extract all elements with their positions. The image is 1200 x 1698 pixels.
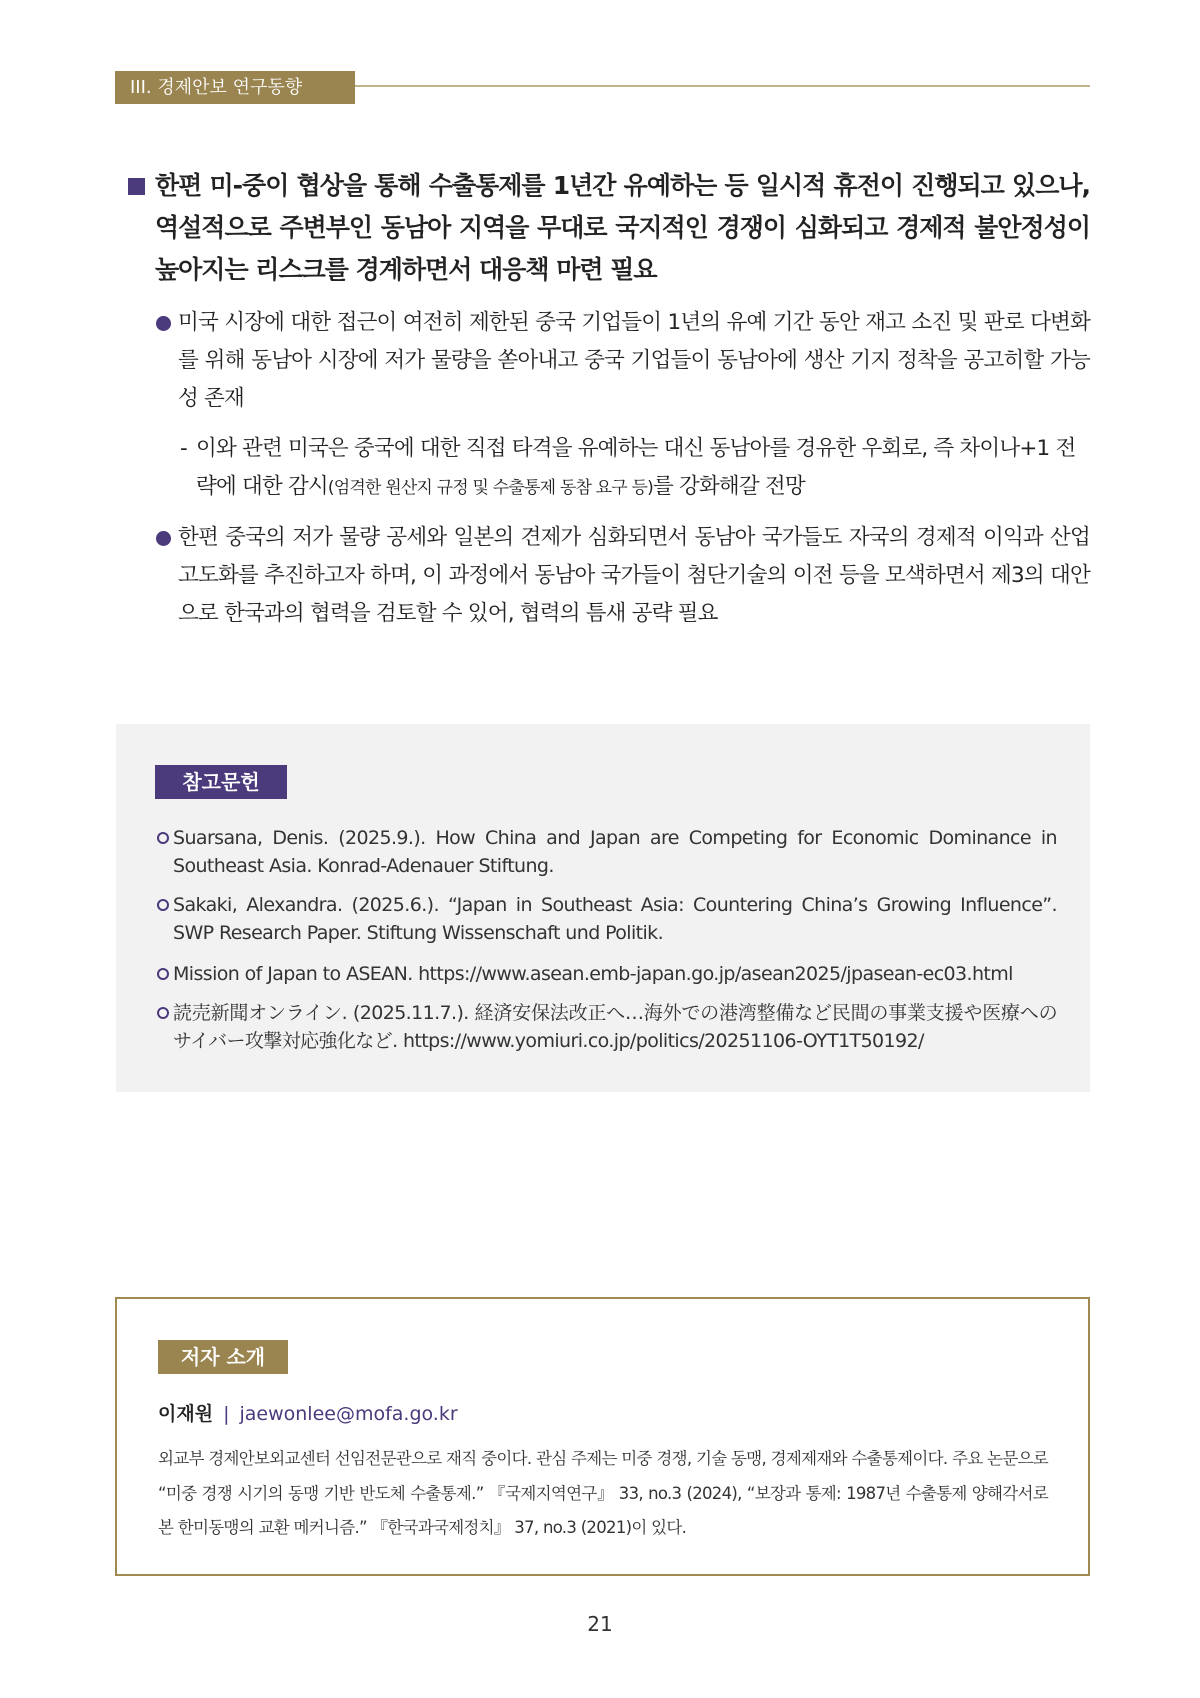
circle-bullet-icon [157,832,169,844]
bullet-dot-icon [156,531,171,546]
lead-text: 한편 미-중이 협상을 통해 수출통제를 1년간 유예하는 등 일시적 휴전이 진행되고 있으나, 역설적으로 주변부인 동남아 지역을 무대로 국지적인 경쟁이 심화되고 경제적 불안정성이 높아지는 리스크를 경계하면서 대응책 마련 필요 [155,171,1090,284]
sub-bullet-text: 이와 관련 미국은 중국에 대한 직접 타격을 유예하는 대신 동남아를 경유한 우회로, 즉 차이나+1 전략에 대한 감시 [196,436,1076,499]
section-tab: III. 경제안보 연구동향 [115,71,355,104]
author-bio: 외교부 경제안보외교센터 선임전문관으로 재직 중이다. 관심 주제는 미중 경쟁, 기술 동맹, 경제제재와 수출통제이다. 주요 논문으로 “미중 경쟁 시기의 동맹 기반 반도체 수출통제.” 『국제지역연구』 33, no.3 (2024), “보장과 통제: 1987년 수출통제 양해각서로 본 한미동맹의 교환 메커니즘.” 『한국과국제정치』 37, no.3 (2021)이 있다. [158,1449,1048,1537]
reference-item [157,960,1057,988]
sub-bullet-note: (엄격한 원산지 규정 및 수출통제 동참 요구 등) [327,478,653,498]
reference-item [157,999,1057,1055]
reference-item [157,824,1057,880]
bullet-text: 미국 시장에 대한 접근이 여전히 제한된 중국 기업들이 1년의 유예 기간 동안 재고 소진 및 판로 다변화를 위해 동남아 시장에 저가 물량을 쏟아내고 중국 기업들이 동남아에 생산 기지 정착을 공고히할 가능성 존재 [178,310,1090,411]
separator: | [223,1403,230,1425]
author-label: 저자 소개 [158,1340,288,1374]
bullet-text: 한편 중국의 저가 물량 공세와 일본의 견제가 심화되면서 동남아 국가들도 자국의 경제적 이익과 산업 고도화를 추진하고자 하며, 이 과정에서 동남아 국가들이 첨단기술의 이전 등을 모색하면서 제3의 대안으로 한국과의 협력을 검토할 수 있어, 협력의 틈새 공략 필요 [178,525,1090,626]
dash-marker: - [180,436,187,461]
page-number: 21 [587,1612,613,1636]
author-name: 이재원 [158,1403,214,1425]
header-divider [355,85,1090,87]
reference-text: Sakaki, Alexandra. (2025.6.). “Japan in Southeast Asia: Countering China’s Growing Influence”. SWP Research Paper. Stiftung Wissenschaft und Politik. [173,894,1057,944]
reference-text: Mission of Japan to ASEAN. https://www.asean.emb-japan.go.jp/asean2025/jpasean-ec03.html [173,963,1013,985]
square-bullet-icon [128,178,145,195]
lead-paragraph [128,165,1090,291]
author-line [158,1400,458,1428]
sub-bullet [180,430,1090,507]
sub-bullet-text-end: 를 강화해갈 전망 [652,474,805,499]
reference-text: 読売新聞オンライン. (2025.11.7.). 経済安保法改正へ…海外での港湾整備など民間の事業支援や医療へのサイバー攻撃対応強化など. https://www.yomiuri.co.jp/politics/20251106-OYT1T50192/ [173,1002,1057,1052]
circle-bullet-icon [157,899,169,911]
reference-item [157,891,1057,947]
author-email-link[interactable]: jaewonlee@mofa.go.kr [239,1403,458,1425]
references-label: 참고문헌 [155,765,287,799]
reference-text: Suarsana, Denis. (2025.9.). How China and Japan are Competing for Economic Dominance in Southeast Asia. Konrad-Adenauer Stiftung. [173,827,1057,877]
bullet-dot-icon [156,316,171,331]
bullet-item [156,304,1090,418]
circle-bullet-icon [157,1007,169,1019]
bullet-item [156,519,1090,633]
circle-bullet-icon [157,968,169,980]
